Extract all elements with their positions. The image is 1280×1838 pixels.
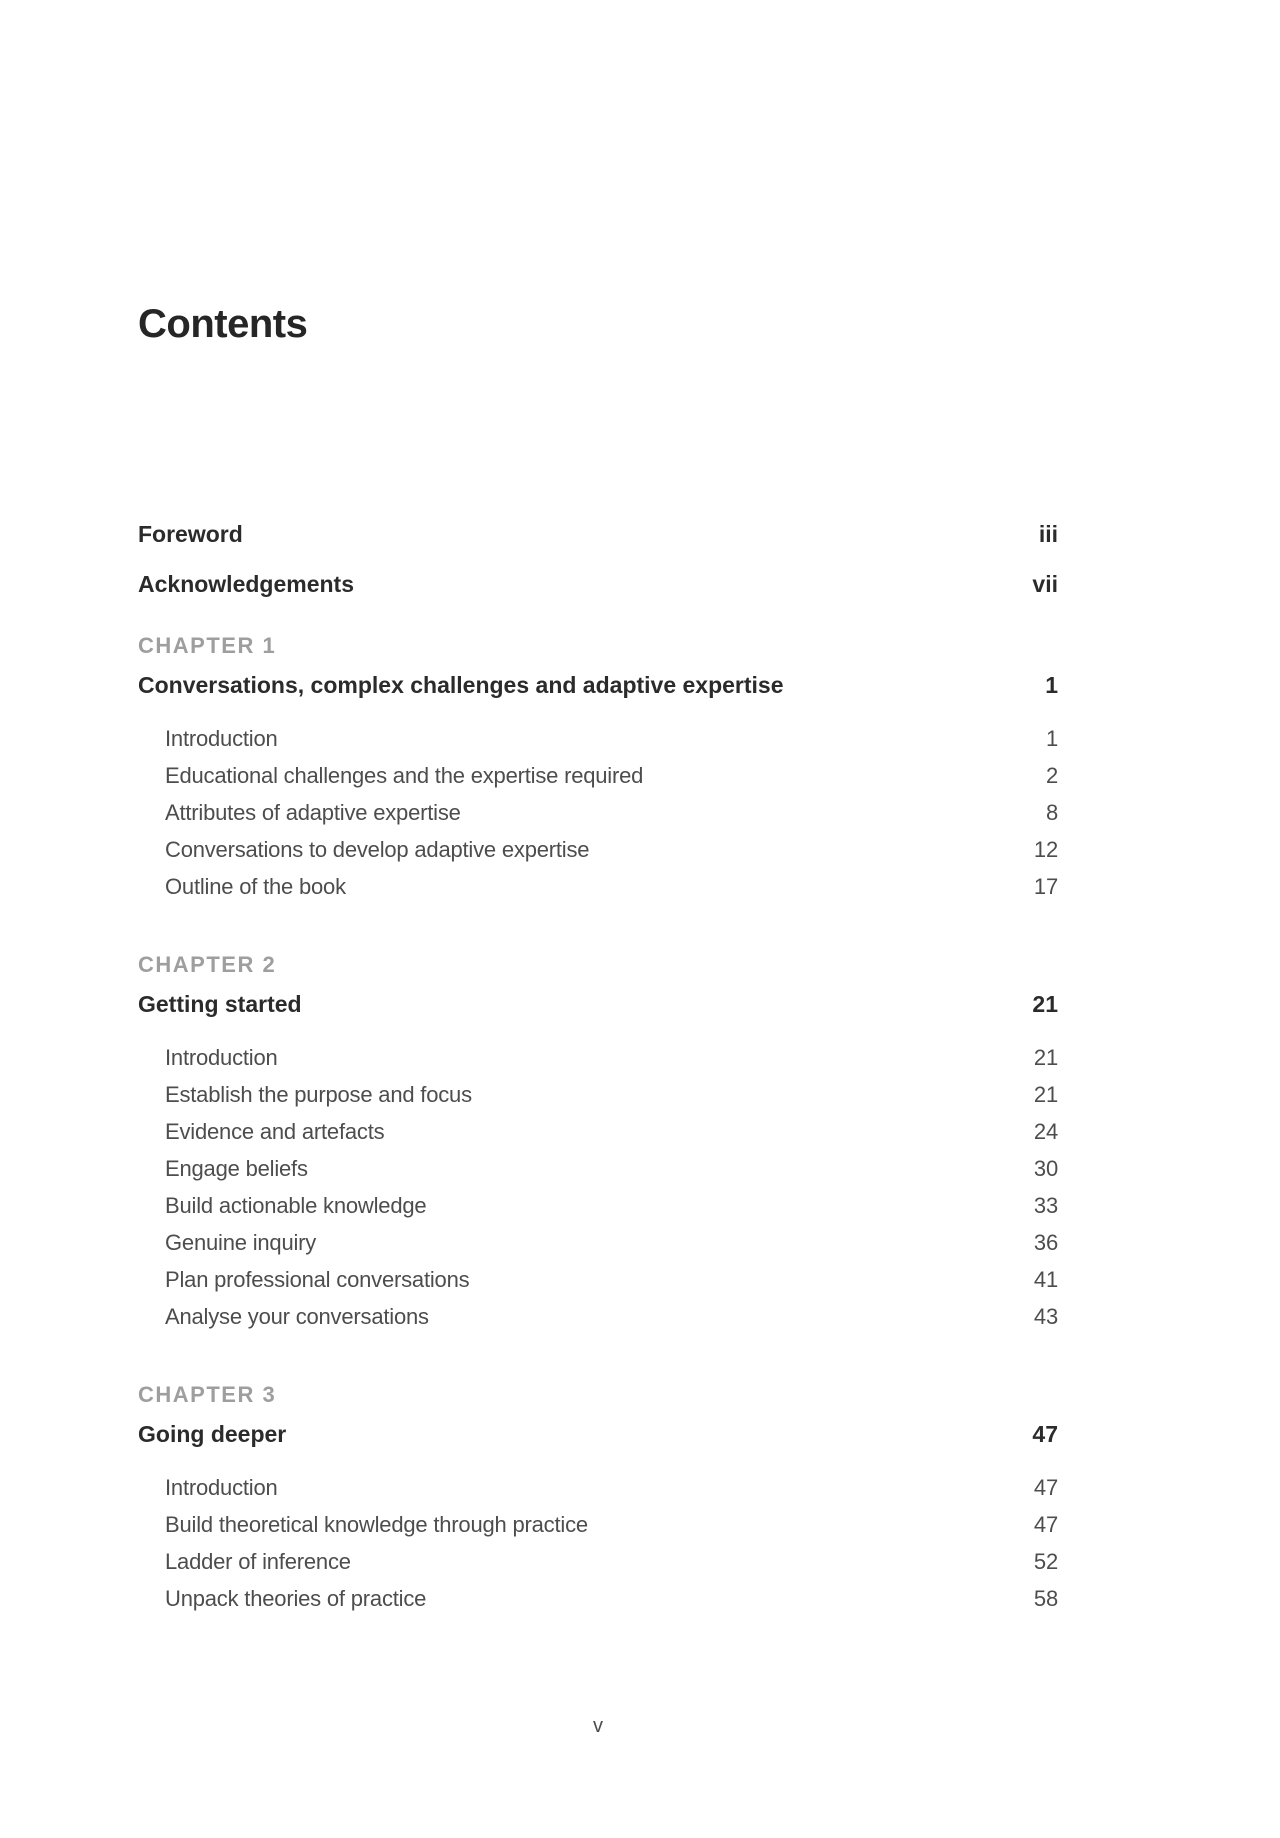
chapter-section-list [138, 1045, 1058, 1330]
section-label: Introduction [165, 1045, 278, 1070]
chapter-block [138, 1382, 1058, 1612]
section-row [138, 837, 1058, 863]
section-page-number: 43 [1033, 1304, 1058, 1329]
front-matter-list [138, 520, 1058, 598]
entry-page-number: iii [1038, 521, 1058, 547]
section-row [138, 1193, 1058, 1219]
section-row [138, 1119, 1058, 1145]
section-label: Build theoretical knowledge through practice [165, 1512, 588, 1537]
section-label: Evidence and artefacts [165, 1119, 385, 1144]
chapter-page-number: 47 [1032, 1421, 1058, 1447]
chapter-title: Conversations, complex challenges and adaptive expertise [138, 672, 784, 698]
section-row [138, 1512, 1058, 1538]
section-label: Genuine inquiry [165, 1230, 317, 1255]
chapter-title-row [138, 1419, 1058, 1449]
section-row [138, 1475, 1058, 1501]
section-row [138, 1230, 1058, 1256]
section-page-number: 47 [1033, 1475, 1058, 1500]
section-label: Ladder of inference [165, 1549, 351, 1574]
section-label: Establish the purpose and focus [165, 1082, 472, 1107]
section-page-number: 2 [1045, 763, 1058, 788]
chapter-block [138, 952, 1058, 1330]
section-page-number: 21 [1033, 1082, 1058, 1107]
section-page-number: 41 [1033, 1267, 1058, 1292]
footer-page-number: v [593, 1715, 603, 1737]
section-label: Engage beliefs [165, 1156, 308, 1181]
section-row [138, 763, 1058, 789]
toc-content-column [138, 0, 1058, 1623]
section-page-number: 12 [1033, 837, 1058, 862]
front-matter-row [138, 570, 1058, 598]
entry-label: Acknowledgements [138, 571, 354, 597]
section-page-number: 21 [1033, 1045, 1058, 1070]
section-page-number: 36 [1033, 1230, 1058, 1255]
section-label: Analyse your conversations [165, 1304, 429, 1329]
entry-page-number: vii [1032, 571, 1058, 597]
section-row [138, 1586, 1058, 1612]
section-page-number: 30 [1033, 1156, 1058, 1181]
section-row [138, 1549, 1058, 1575]
section-row [138, 1304, 1058, 1330]
page-title: Contents [138, 302, 308, 346]
section-row [138, 1267, 1058, 1293]
chapter-title: Getting started [138, 991, 302, 1017]
chapter-page-number: 21 [1032, 991, 1058, 1017]
front-matter-row [138, 520, 1058, 548]
chapter-section-list [138, 1475, 1058, 1612]
section-page-number: 58 [1033, 1586, 1058, 1611]
section-page-number: 8 [1045, 800, 1058, 825]
section-label: Attributes of adaptive expertise [165, 800, 461, 825]
section-label: Unpack theories of practice [165, 1586, 427, 1611]
chapter-block [138, 633, 1058, 900]
section-row [138, 1156, 1058, 1182]
section-page-number: 47 [1033, 1512, 1058, 1537]
section-label: Introduction [165, 1475, 278, 1500]
section-label: Outline of the book [165, 874, 346, 899]
chapter-kicker: CHAPTER 1 [138, 633, 277, 658]
chapter-section-list [138, 726, 1058, 900]
section-row [138, 874, 1058, 900]
chapter-title-row [138, 670, 1058, 700]
section-label: Introduction [165, 726, 278, 751]
chapter-title-row [138, 989, 1058, 1019]
chapter-page-number: 1 [1045, 672, 1058, 698]
chapter-kicker: CHAPTER 3 [138, 1382, 277, 1407]
section-page-number: 52 [1033, 1549, 1058, 1574]
page-footer [138, 1714, 1058, 1738]
section-row [138, 1082, 1058, 1108]
section-label: Conversations to develop adaptive expertise [165, 837, 590, 862]
section-page-number: 24 [1033, 1119, 1058, 1144]
section-page-number: 33 [1033, 1193, 1058, 1218]
section-page-number: 1 [1045, 726, 1058, 751]
section-label: Educational challenges and the expertise required [165, 763, 644, 788]
section-label: Plan professional conversations [165, 1267, 470, 1292]
chapter-kicker: CHAPTER 2 [138, 952, 277, 977]
entry-label: Foreword [138, 521, 243, 547]
section-row [138, 1045, 1058, 1071]
section-row [138, 726, 1058, 752]
section-label: Build actionable knowledge [165, 1193, 427, 1218]
section-page-number: 17 [1033, 874, 1058, 899]
chapter-list [138, 633, 1058, 1612]
section-row [138, 800, 1058, 826]
chapter-title: Going deeper [138, 1421, 287, 1447]
